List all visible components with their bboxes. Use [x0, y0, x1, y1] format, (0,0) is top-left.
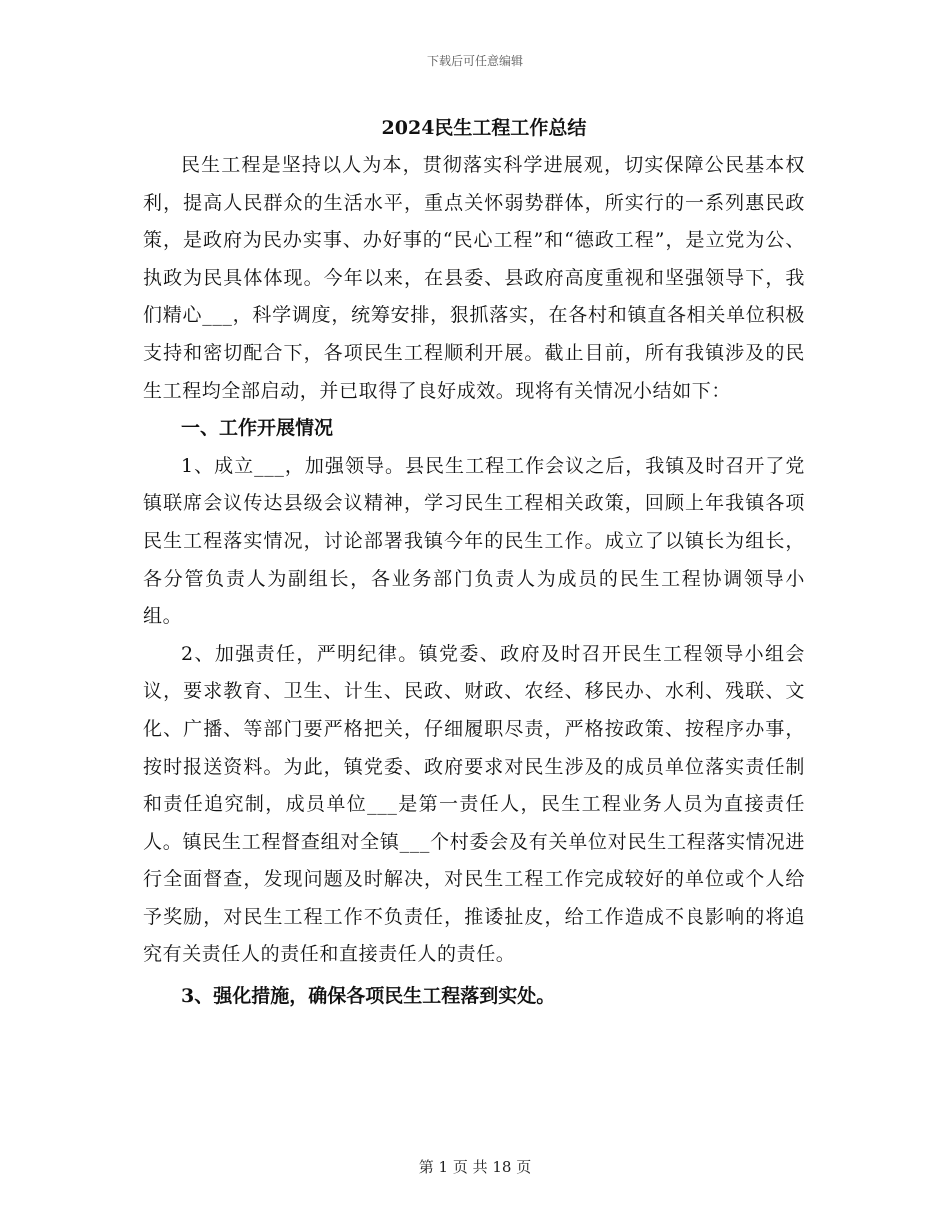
section-heading-1: 一、工作开展情况 — [181, 417, 334, 440]
page-number: 第 1 页 共 18 页 — [418, 1158, 532, 1176]
intro-paragraph: 民生工程是坚持以人为本，贯彻落实科学进展观，切实保障公民基本权利，提高人民群众的生活水平，重点关怀弱势群体，所实行的一系列惠民政策，是政府为民办实事、办好事的“民心工程”和“德政工程”，是立党为公、执政为民具体体现。今年以来，在县委、县政府高度重视和坚强领导下，我们精心___，科学调度，统筹安排，狠抓落实，在各村和镇直各相关单位积极支持和密切配合下，各项民生工程顺利开展。截止目前，所有我镇涉及的民生工程均全部启动，并已取得了良好成效。现将有关情况小结如下： — [143, 154, 805, 402]
document-body — [143, 112, 805, 1016]
item-paragraph-2: 2、加强责任，严明纪律。镇党委、政府及时召开民生工程领导小组会议，要求教育、卫生、计生、民政、财政、农经、移民办、水利、残联、文化、广播、等部门要严格把关，仔细履职尽责，严格按政策、按程序办事，按时报送资料。为此，镇党委、政府要求对民生涉及的成员单位落实责任制和责任追究制，成员单位___是第一责任人，民生工程业务人员为直接责任人。镇民生工程督查组对全镇___个村委会及有关单位对民生工程落实情况进行全面督查，发现问题及时解决，对民生工程工作完成较好的单位或个人给予奖励，对民生工程工作不负责任，推诿扯皮，给工作造成不良影响的将追究有关责任人的责任和直接责任人的责任。 — [143, 642, 805, 966]
header-note: 下载后可任意编辑 — [426, 54, 523, 68]
item-heading-3: 3、强化措施，确保各项民生工程落到实处。 — [181, 985, 556, 1008]
document-title: 2024民生工程工作总结 — [381, 117, 587, 139]
item-paragraph-1: 1、成立___，加强领导。县民生工程工作会议之后，我镇及时召开了党镇联席会议传达县级会议精神，学习民生工程相关政策，回顾上年我镇各项民生工程落实情况，讨论部署我镇今年的民生工作。成立了以镇长为组长，各分管负责人为副组长，各业务部门负责人为成员的民生工程协调领导小组。 — [143, 454, 805, 628]
